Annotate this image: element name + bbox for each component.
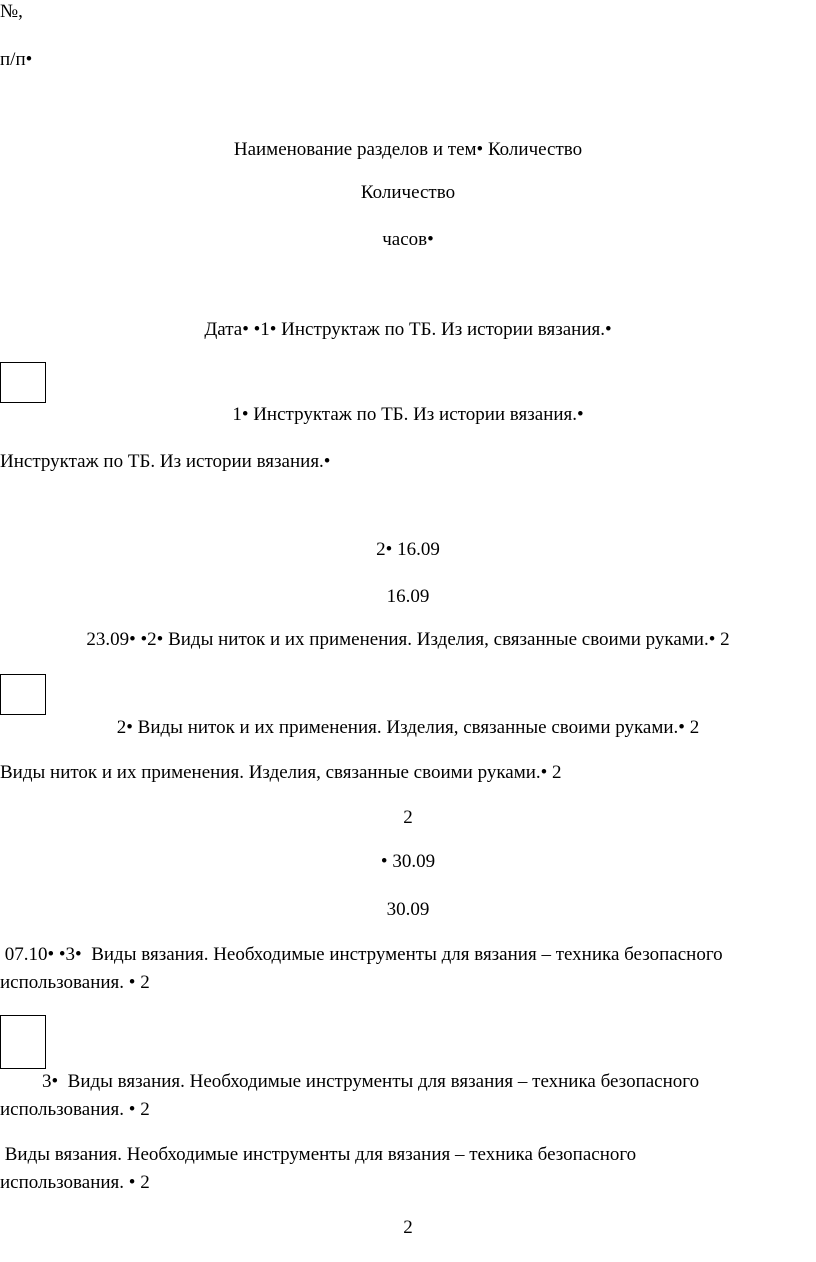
number-header: №, xyxy=(0,1,23,22)
row3-topic-2: использования. • 2 xyxy=(0,1172,150,1193)
row2-hours: 2 xyxy=(403,807,413,828)
row2-date-line: • 30.09 xyxy=(380,851,436,872)
row3-repeat-1: 3• Виды вязания. Необходимые инструменты для вязания – техника безопасного xyxy=(42,1071,700,1092)
pp-header: п/п• xyxy=(0,49,33,70)
checkbox-cell xyxy=(0,1015,46,1069)
row1-repeat: 1• Инструктаж по ТБ. Из истории вязания.• xyxy=(232,404,584,425)
row3-repeat-2: использования. • 2 xyxy=(0,1099,150,1120)
row3-main-2: использования. • 2 xyxy=(0,972,150,993)
row3-hours: 2 xyxy=(403,1217,413,1238)
hours-header: часов• xyxy=(382,229,434,250)
row3-topic-1: Виды вязания. Необходимые инструменты для вязания – техника безопасного xyxy=(0,1144,637,1165)
row1-date: 16.09 xyxy=(386,586,430,607)
row2-repeat: 2• Виды ниток и их применения. Изделия, связанные своими руками.• 2 xyxy=(116,717,700,738)
row3-main-1: 07.10• •3• Виды вязания. Необходимые инструменты для вязания – техника безопасного xyxy=(0,944,723,965)
row2-main: 23.09• •2• Виды ниток и их применения. Изделия, связанные своими руками.• 2 xyxy=(86,629,730,650)
row1-main: Дата• •1• Инструктаж по ТБ. Из истории вязания.• xyxy=(204,319,612,340)
checkbox-cell xyxy=(0,674,46,715)
topic-header: Наименование разделов и тем• Количество xyxy=(233,139,583,160)
row1-date-line: 2• 16.09 xyxy=(376,539,440,560)
quantity-header: Количество xyxy=(360,182,456,203)
checkbox-cell xyxy=(0,362,46,403)
row1-topic: Инструктаж по ТБ. Из истории вязания.• xyxy=(0,451,331,472)
row2-topic: Виды ниток и их применения. Изделия, связанные своими руками.• 2 xyxy=(0,762,562,783)
row2-date: 30.09 xyxy=(386,899,430,920)
